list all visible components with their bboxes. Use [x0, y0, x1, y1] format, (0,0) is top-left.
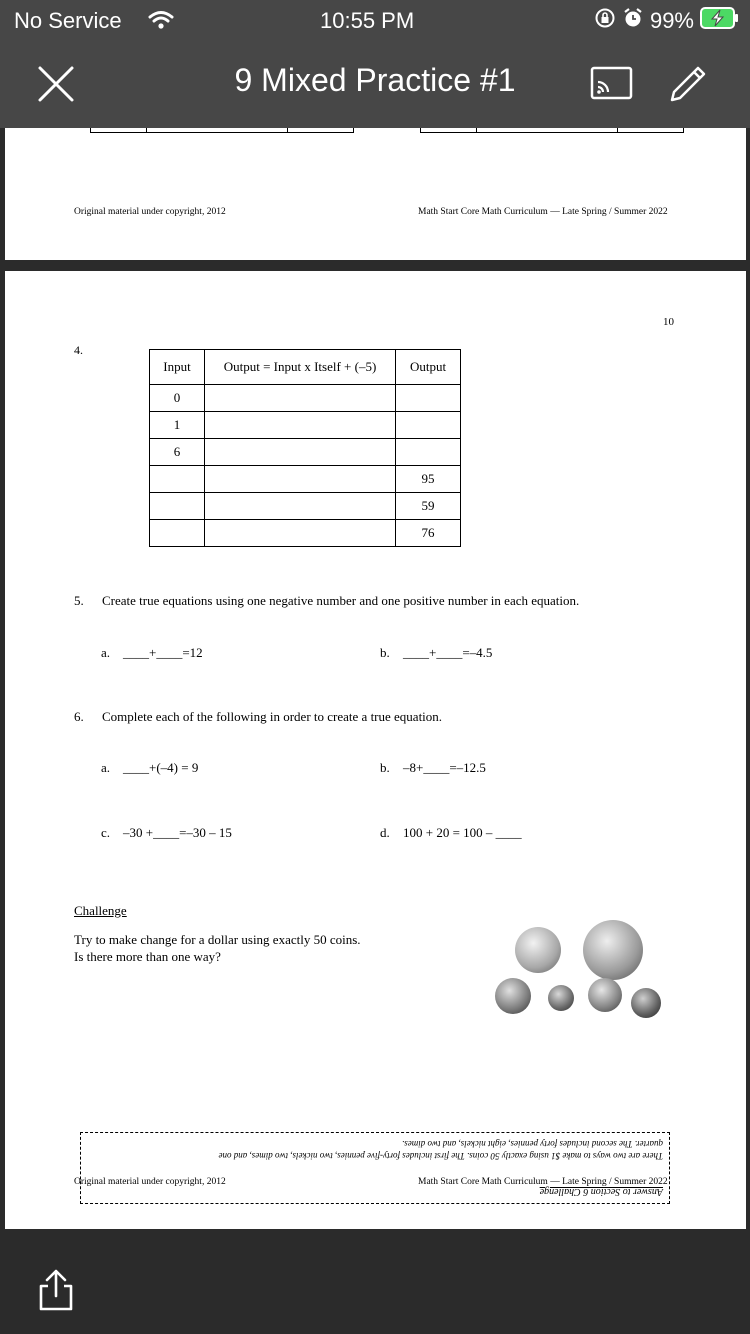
- table-bottom-right: [420, 128, 684, 133]
- table-bottom-left: [90, 128, 354, 133]
- table-row: [150, 466, 461, 493]
- q6-number: 6.: [74, 709, 84, 724]
- q6b-label: b.: [380, 760, 390, 775]
- share-icon[interactable]: [36, 1268, 76, 1317]
- table-row: [150, 493, 461, 520]
- penny-coin: [631, 988, 661, 1018]
- nickel-coin: [588, 978, 622, 1012]
- table-cell: [396, 385, 461, 412]
- page-9-partial: [5, 128, 746, 260]
- q6d-label: d.: [380, 825, 390, 840]
- battery-charging-icon: [700, 6, 740, 36]
- wifi-icon: [148, 10, 174, 35]
- table-row: [150, 385, 461, 412]
- airplay-cast-icon[interactable]: [590, 66, 634, 107]
- answer-label: Answer to Section 6 Challenge: [539, 1186, 663, 1197]
- table-cell: [150, 493, 205, 520]
- header-output: Output: [396, 350, 461, 385]
- answer-box: [80, 1132, 670, 1204]
- q4-number: 4.: [74, 343, 83, 357]
- table-cell: [205, 439, 396, 466]
- header-input: Input: [150, 350, 205, 385]
- edit-pencil-icon[interactable]: [664, 62, 710, 113]
- challenge-line-1: Try to make change for a dollar using exactly 50 coins.: [74, 932, 361, 947]
- q5-number: 5.: [74, 593, 84, 608]
- half-dollar-coin: [515, 927, 561, 973]
- table-cell: [205, 466, 396, 493]
- q6a-equation: ____+(–4) = 9: [123, 760, 199, 775]
- table-cell: [396, 412, 461, 439]
- q5b-label: b.: [380, 645, 390, 660]
- page-number: 10: [663, 316, 674, 328]
- document-title: 9 Mixed Practice #1: [234, 62, 516, 98]
- q5a-equation: ____+____=12: [123, 645, 203, 660]
- alarm-icon: [622, 7, 644, 35]
- answer-line-1: There are two ways to make $1 using exactly 50 coins. The first includes forty-five pennies, two nickels, two dimes, and one: [218, 1151, 663, 1161]
- bottom-toolbar: [0, 1236, 750, 1334]
- table-row: [150, 520, 461, 547]
- q5a-label: a.: [101, 645, 111, 660]
- q6a-label: a.: [101, 760, 111, 775]
- table-cell: [205, 493, 396, 520]
- table-cell: 0: [150, 385, 205, 412]
- carrier-label: No Service: [14, 8, 122, 33]
- coins-image: [485, 911, 675, 1026]
- answer-line-2: quarter. The second includes forty pennies, eight nickels, and two dimes.: [402, 1139, 663, 1149]
- q6c-label: c.: [101, 825, 111, 840]
- page-10: [5, 271, 746, 1229]
- quarter-coin: [495, 978, 531, 1014]
- header-rule: Output = Input x Itself + (–5): [205, 350, 396, 385]
- table-row: [150, 412, 461, 439]
- input-output-table: [149, 349, 461, 547]
- q6d-equation: 100 + 20 = 100 – ____: [403, 825, 522, 840]
- footer-copyright: Original material under copyright, 2012: [74, 1177, 226, 1187]
- orientation-lock-icon: [594, 7, 616, 35]
- table-cell: 6: [150, 439, 205, 466]
- q5b-equation: ____+____=–4.5: [403, 645, 493, 660]
- clock: 10:55 PM: [320, 8, 415, 33]
- q6b-equation: –8+____=–12.5: [403, 760, 486, 775]
- footer-copyright: Original material under copyright, 2012: [74, 207, 226, 217]
- table-cell: [396, 439, 461, 466]
- table-cell: [150, 466, 205, 493]
- footer-curriculum: Math Start Core Math Curriculum — Late Spring / Summer 2022: [418, 1177, 668, 1187]
- table-header-row: [150, 350, 461, 385]
- table-cell: 76: [396, 520, 461, 547]
- q6-text: Complete each of the following in order to create a true equation.: [102, 709, 443, 724]
- table-cell: [150, 520, 205, 547]
- challenge-title: Challenge: [74, 903, 127, 918]
- table-cell: 95: [396, 466, 461, 493]
- table-cell: 1: [150, 412, 205, 439]
- challenge-line-2: Is there more than one way?: [74, 949, 221, 964]
- footer-curriculum: Math Start Core Math Curriculum — Late Spring / Summer 2022: [418, 207, 668, 217]
- table-cell: [205, 385, 396, 412]
- top-nav-bar: [0, 40, 750, 128]
- table-row: [150, 439, 461, 466]
- q5-text: Create true equations using one negative number and one positive number in each equation.: [102, 593, 580, 608]
- table-cell: 59: [396, 493, 461, 520]
- dime-coin: [548, 985, 574, 1011]
- table-cell: [205, 520, 396, 547]
- status-bar: [0, 0, 750, 40]
- q6c-equation: –30 +____=–30 – 15: [123, 825, 232, 840]
- dollar-coin: [583, 920, 643, 980]
- table-cell: [205, 412, 396, 439]
- battery-percent: 99%: [649, 8, 694, 33]
